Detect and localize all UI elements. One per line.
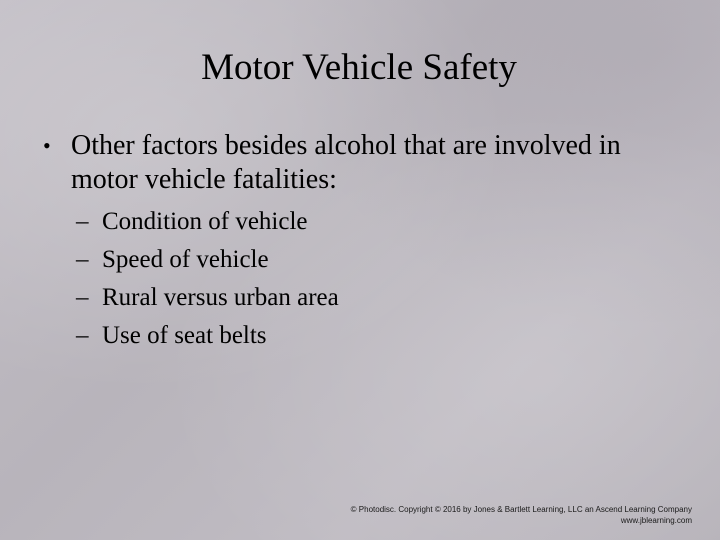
sub-bullet-list: [76, 203, 676, 355]
sub-bullet-item: [76, 279, 676, 317]
sub-bullet-marker: –: [76, 208, 89, 235]
sub-bullet-item: [76, 241, 676, 279]
slide-title: [0, 42, 720, 94]
sub-bullet-marker: –: [76, 246, 89, 273]
sub-bullet-text: Use of seat belts: [102, 322, 267, 349]
copyright-line: © Photodisc. Copyright © 2016 by Jones & Bartlett Learning, LLC an Ascend Learning Company: [350, 505, 692, 514]
sub-bullet-text: Speed of vehicle: [102, 246, 269, 273]
main-bullet: [43, 129, 693, 197]
sub-bullet-marker: –: [76, 322, 89, 349]
copyright-notice: [351, 504, 692, 526]
main-bullet-text: Other factors besides alcohol that are involved in motor vehicle fatalities:: [71, 130, 621, 195]
publisher-url: www.jblearning.com: [620, 516, 692, 525]
sub-bullet-text: Rural versus urban area: [102, 284, 339, 311]
bullet-marker: •: [43, 133, 51, 158]
sub-bullet-item: [76, 317, 676, 355]
sub-bullet-item: [76, 203, 676, 241]
slide-title-text: Motor Vehicle Safety: [201, 47, 517, 88]
sub-bullet-marker: –: [76, 284, 89, 311]
sub-bullet-text: Condition of vehicle: [102, 208, 308, 235]
